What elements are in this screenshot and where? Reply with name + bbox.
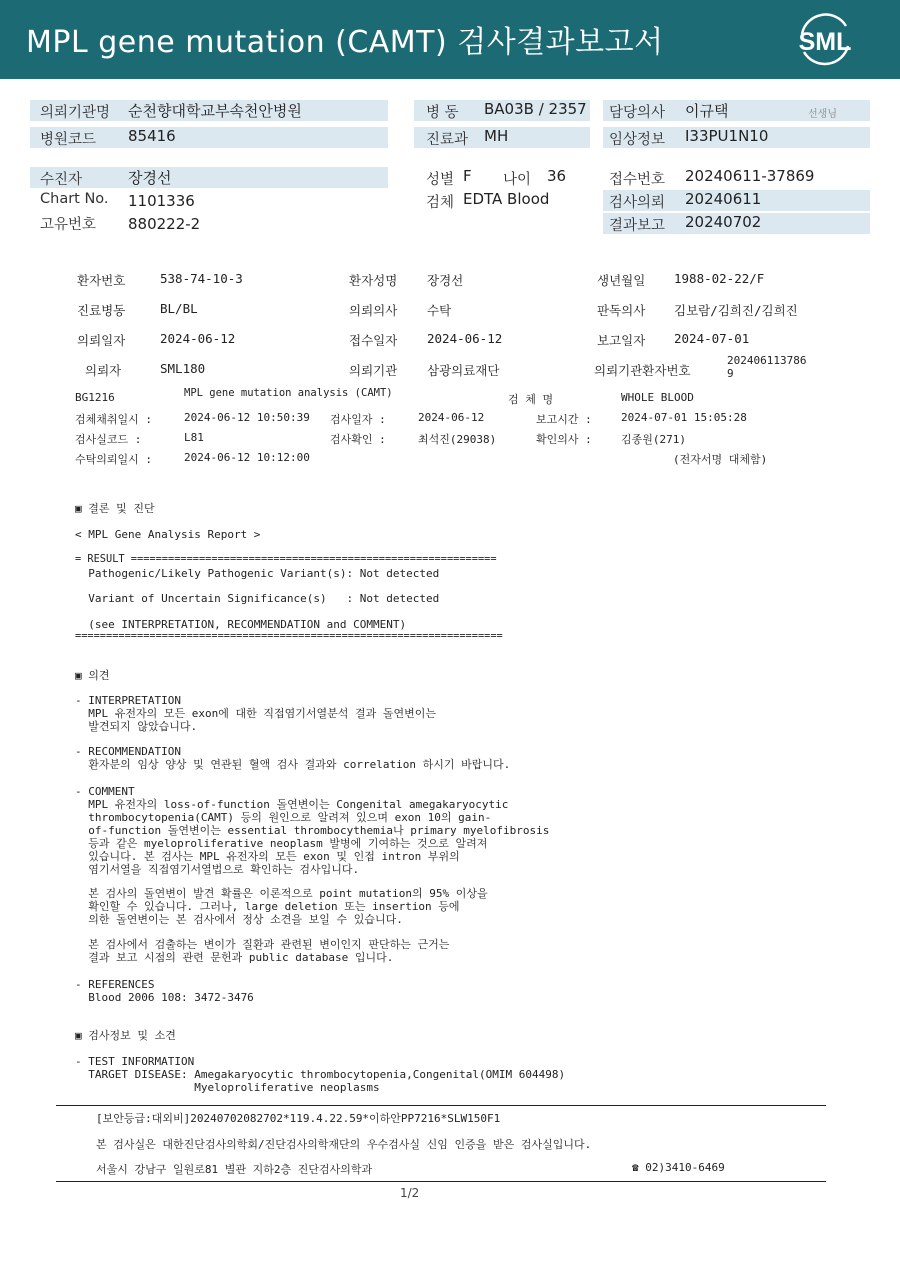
orgpid-line2: 9 — [727, 367, 734, 380]
specimen-name: WHOLE BLOOD — [621, 391, 694, 404]
test-information: - TEST INFORMATION TARGET DISEASE: Amegakaryocytic thrombocytopenia,Congenital(OMIM 604498) Myeloproliferative neoplasms — [75, 1055, 566, 1094]
result-footer: ===================================================================== — [75, 630, 503, 642]
address: 서울시 강남구 일원로81 별관 지하2층 진단검사의학과 — [96, 1163, 373, 1176]
doctor-label: 담당의사 — [609, 105, 666, 121]
reforg-label: 의뢰기관 — [349, 363, 398, 378]
ward2: BL/BL — [160, 301, 198, 316]
comment: - COMMENT MPL 유전자의 loss-of-function 돌연변이는 Congenital amegakaryocytic thrombocytopenia(CAMT) 등의 원인으로 알려져 있으며 exon 10의 gain- of-function 돌연변이는 essential thrombocythemia나 primary myelofibrosis 등과 같은 myeloproliferative neoplasm 발병에 기여하는 것으로 알려져 있습니다. 본 검사는 MPL 유전자의 모든 exon 및 인접 intron 부위의 염기서열을 직접염기서열법으로 확인하는 검사입니다. — [75, 785, 550, 876]
pname-label: 환자성명 — [349, 273, 398, 288]
test-req: 20240611 — [685, 190, 762, 208]
page-number: 1/2 — [400, 1186, 420, 1200]
clinical-label: 임상정보 — [609, 132, 666, 148]
ward-label: 병 동 — [426, 105, 459, 121]
collect-label: 검체채취일시 : — [75, 413, 153, 426]
chart: 1101336 — [128, 192, 195, 210]
receipt-label: 접수번호 — [609, 172, 666, 188]
reqdate: 2024-06-12 — [160, 331, 236, 346]
receipt: 20240611-37869 — [685, 167, 815, 185]
readdoc-label: 판독의사 — [597, 303, 646, 318]
test-req-label: 검사의뢰 — [609, 195, 666, 211]
reforg: 삼광의료재단 — [427, 363, 500, 378]
phone: ☎ 02)3410-6469 — [632, 1161, 725, 1174]
age: 36 — [547, 167, 567, 185]
requester-label: 의뢰자 — [85, 363, 122, 378]
result-line-2: Variant of Uncertain Significance(s) : Not detected — [75, 592, 440, 605]
patient-label: 수진자 — [40, 172, 83, 188]
testcode-label: 검사실코드 : — [75, 433, 142, 446]
requesting-org: 순천향대학교부속천안병원 — [128, 102, 302, 120]
recdate: 2024-06-12 — [427, 331, 503, 346]
repdate: 2024-07-01 — [674, 331, 750, 346]
footer-top-rule — [56, 1105, 826, 1106]
collect: 2024-06-12 10:50:39 — [184, 411, 310, 424]
specimen: EDTA Blood — [463, 190, 550, 208]
age-label: 나이 — [503, 172, 532, 188]
confirmdoc: 김종원(271) — [621, 433, 686, 446]
section1-title: ▣ 결론 및 진단 — [75, 502, 155, 515]
orgpid-line1: 202406113786 — [727, 354, 807, 367]
logo-text: SML — [798, 28, 852, 56]
interpretation: - INTERPRETATION MPL 유전자의 모든 exon에 대한 직접염기서열분석 결과 돌연변이는 발견되지 않았습니다. — [75, 694, 436, 733]
hospital-code-label: 병원코드 — [40, 132, 97, 148]
recommendation: - RECOMMENDATION 환자분의 임상 양상 및 연관된 혈액 검사 결과와 correlation 하시기 바랍니다. — [75, 745, 511, 771]
ward2-label: 진료병동 — [77, 303, 126, 318]
header-bar — [0, 0, 900, 79]
reporttime: 2024-07-01 15:05:28 — [621, 411, 747, 424]
security-line: [보안등급:대외비]20240702082702*119.4.22.59*이하안PP7216*SLW150F1 — [96, 1112, 501, 1125]
refdoc: 수탁 — [427, 303, 452, 318]
reqdate-label: 의뢰일자 — [77, 333, 126, 348]
dob: 1988-02-22/F — [674, 271, 765, 286]
specimen-name-label: 검 체 명 — [508, 393, 554, 406]
confirmdoc-label: 확인의사 : — [536, 433, 592, 446]
unique: 880222-2 — [128, 215, 201, 233]
readdoc: 김보람/김희진/김희진 — [674, 303, 798, 318]
refdoc-label: 의뢰의사 — [349, 303, 398, 318]
footer-bottom-rule — [56, 1181, 826, 1182]
ward: BA03B / 2357 — [484, 100, 587, 118]
shade-patient — [30, 167, 388, 188]
sex-label: 성별 — [426, 172, 455, 188]
confirm: 최석진(29038) — [418, 433, 497, 446]
testdate-label: 검사일자 : — [330, 413, 386, 426]
recdate-label: 접수일자 — [349, 333, 398, 348]
result-label: 결과보고 — [609, 218, 666, 234]
hospital-code: 85416 — [128, 127, 176, 145]
testcode: L81 — [184, 431, 204, 444]
result-line-3: (see INTERPRETATION, RECOMMENDATION and COMMENT) — [75, 618, 407, 631]
clinical: I33PU1N10 — [685, 127, 769, 145]
result-line-1: Pathogenic/Likely Pathogenic Variant(s): Not detected — [75, 567, 440, 580]
report-subtitle: < MPL Gene Analysis Report > — [75, 528, 261, 541]
dept-label: 진료과 — [426, 132, 469, 148]
test-name: MPL gene mutation analysis (CAMT) — [184, 387, 393, 399]
specimen-label: 검체 — [426, 195, 455, 211]
testdate: 2024-06-12 — [418, 411, 485, 424]
section2-title: ▣ 의견 — [75, 669, 110, 682]
dept: MH — [484, 127, 509, 145]
certification: 본 검사실은 대한진단검사의학회/진단검사의학재단의 우수검사실 신임 인증을 받은 검사실입니다. — [96, 1138, 592, 1151]
result-header: = RESULT =========================================================== — [75, 553, 497, 565]
doctor-suffix: 선생님 — [808, 109, 837, 120]
requester: SML180 — [160, 361, 206, 376]
sex: F — [463, 167, 472, 185]
comment-detection: 본 검사의 돌연변이 발견 확률은 이론적으로 point mutation의 95% 이상을 확인할 수 있습니다. 그러나, large deletion 또는 insertion 등에 의한 돌연변이는 본 검사에서 정상 소견을 보일 수 있습니다. — [88, 887, 488, 926]
doctor: 이규택 — [685, 102, 729, 120]
unique-label: 고유번호 — [40, 217, 97, 233]
sml-logo — [790, 12, 860, 68]
pid-label: 환자번호 — [77, 273, 126, 288]
comment-basis: 본 검사에서 검출하는 변이가 질환과 관련된 변이인지 판단하는 근거는 결과 보고 시점의 관련 문헌과 public database 입니다. — [88, 938, 450, 964]
dob-label: 생년월일 — [597, 273, 646, 288]
orgpid-label: 의뢰기관환자번호 — [594, 363, 691, 378]
consign-label: 수탁의뢰일시 : — [75, 453, 153, 466]
patient: 장경선 — [128, 169, 172, 187]
pid: 538-74-10-3 — [160, 271, 243, 286]
report-title: MPL gene mutation (CAMT) 검사결과보고서 — [26, 25, 664, 60]
confirm-label: 검사확인 : — [330, 433, 386, 446]
references: - REFERENCES Blood 2006 108: 3472-3476 — [75, 978, 254, 1004]
repdate-label: 보고일자 — [597, 333, 646, 348]
esign-note: (전자서명 대체함) — [673, 453, 768, 466]
section3-title: ▣ 검사정보 및 소견 — [75, 1029, 176, 1042]
result: 20240702 — [685, 213, 762, 231]
reporttime-label: 보고시간 : — [536, 413, 592, 426]
test-code: BG1216 — [75, 391, 115, 404]
pname: 장경선 — [427, 273, 464, 288]
chart-label: Chart No. — [40, 191, 109, 207]
consign: 2024-06-12 10:12:00 — [184, 451, 310, 464]
requesting-org-label: 의뢰기관명 — [40, 105, 111, 121]
